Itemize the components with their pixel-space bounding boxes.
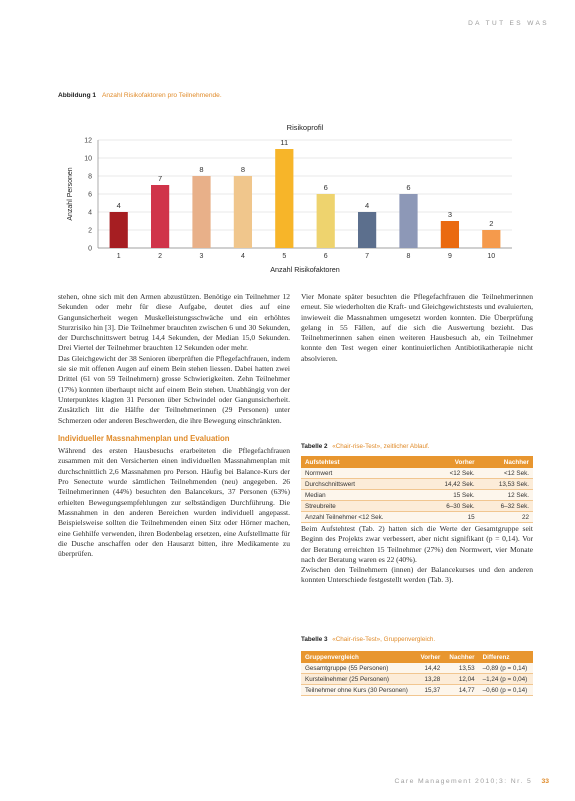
table-cell: Teilnehmer ohne Kurs (30 Personen): [301, 685, 416, 696]
table-header-cell: Vorher: [424, 456, 478, 468]
table2-label: Tabelle 2: [301, 443, 328, 450]
risk-profile-bar-chart: [58, 118, 528, 278]
section-heading: Individueller Massnahmenplan und Evaluation: [58, 433, 230, 443]
table-cell: Durchschnittswert: [301, 479, 424, 490]
right-text-column-top: [301, 292, 533, 364]
table-header-cell: Aufstehtest: [301, 456, 424, 468]
bar-value-label: 8: [240, 165, 245, 174]
x-tick-label: 6: [323, 253, 328, 260]
journal-name: Care Management 2010;3: Nr. 5: [394, 778, 533, 785]
bar: [399, 194, 417, 248]
table-cell: 13,28: [416, 674, 445, 685]
body-paragraph: stehen, ohne sich mit den Armen abzustützen. Benötige ein Teilnehmer 12 Sekunden oder mehr für diese Aufgabe, deutet dies auf eine Gangunsicherheit wegen Muskelleistungsschwäche und ein erhöhtes Sturzrisiko hin [3]. Die Teilnehmer brauchten zwischen 6 und 30 Sekunden, der Durchschnittswert betrug 14,4 Sekunden, der Median 15,0 Sekunden. Drei Viertel der Teilnehmer brauchten 12 Sekunden oder mehr.: [58, 292, 290, 353]
table-cell: –0,60 (p = 0,14): [479, 685, 533, 696]
figure-label: Abbildung 1: [58, 92, 97, 99]
table-header-cell: Nachher: [479, 456, 533, 468]
x-axis-label: Anzahl Risikofaktoren: [270, 265, 340, 274]
table-cell: 12,04: [444, 674, 478, 685]
bar-value-label: 6: [323, 183, 328, 192]
table-cell: 14,42 Sek.: [424, 479, 478, 490]
table-header-row: [301, 456, 533, 468]
bar: [482, 230, 500, 248]
bar-value-label: 4: [116, 201, 121, 210]
table-row: [301, 468, 533, 479]
table-header-cell: Nachher: [444, 651, 478, 663]
table-cell: Kursteilnehmer (25 Personen): [301, 674, 416, 685]
table-cell: –0,89 (p = 0,14): [479, 663, 533, 674]
body-paragraph: Das Gleichgewicht der 38 Senioren überprüften die Pflegefachfrauen, indem sie sie mit offenen Augen auf einem Bein stehen liessen. Dabei hatten zwei Drittel (61 von 59 Teilnehmern) grosse Schwierigkeiten. Zehn Teilnehmer (17%) konnten überhaupt nicht auf einem Bein stehen. Unabhängig von der Unterpunktes klagten 31 Personen über Schwindel oder Gangunsicherheit. Zusätzlich litt die Hälfte der Teilnehmerinnen (29 Personen) unter Schmerzen oder anderen Beschwerden, die ihre Bewegung einschränkten.: [58, 353, 290, 425]
table-cell: Median: [301, 490, 424, 501]
table-cell: 15: [424, 512, 478, 523]
table-cell: 13,53: [444, 663, 478, 674]
table-cell: 12 Sek.: [479, 490, 533, 501]
bar: [441, 221, 459, 248]
y-axis-label: Anzahl Personen: [67, 167, 74, 221]
left-text-column: [58, 292, 290, 559]
bar: [192, 176, 210, 248]
y-tick-label: 0: [88, 245, 92, 253]
body-paragraph: Vier Monate später besuchten die Pflegefachfrauen die Teilnehmerinnen erneut. Sie wiederholten die Kraft- und Gleichgewichtstests und evaluierten, inwieweit die Massnahmen umgesetzt worden konnten. Die Überprüfung gelang in 55 Fällen, auf die sich die Auswertung bezieht. Das Teilnehmerinnen sahen einen weiteren Hausbesuch ab, ein Teilnehmer konnte den Test wegen einer kontinuierlichen Antibiotikatherapie nicht absolvieren.: [301, 292, 533, 363]
body-paragraph: Während des ersten Hausbesuchs erarbeiteten die Pflegefachfrauen zusammen mit den Versicherten einen individuellen Massnahmenplan mit durchschnittlich 2,6 Massnahmen pro Person. Häufig bei Balance-Kurs der Pro Senectute wurde sämtlichen Teilnehmenden (neu) angegeben. 26 Teilnehmerinnen (44%) besuchten den Balancekurs, 37 Personen (63%) erhielten Bewegungsempfehlungen zur selbständigen Durchführung. Die Massnahmen in den anderen Bereichen wurden individuell angepasst. Beispielsweise sollten die Teilnehmenden einen Sitz oder Hörner machen, eine Gehhilfe verwenden, ihren Bodenbelag ersetzen, eine Aufstellmatte für die Dusche anschaffen oder den Hausarzt bitten, ihre Medikamente zu überprüfen.: [58, 446, 290, 559]
y-tick-label: 12: [84, 137, 92, 145]
table3-label: Tabelle 3: [301, 636, 328, 643]
y-tick-label: 4: [88, 209, 92, 217]
x-tick-label: 1: [116, 253, 121, 260]
bar-value-label: 3: [447, 210, 452, 219]
table-row: [301, 501, 533, 512]
page-footer: [394, 778, 549, 785]
bar: [317, 194, 335, 248]
bar-value-label: 8: [199, 165, 204, 174]
table3-caption-text: «Chair-rise-Test», Gruppenvergleich.: [332, 636, 436, 643]
table-cell: 6–32 Sek.: [479, 501, 533, 512]
y-tick-label: 10: [84, 155, 92, 163]
table-cell: <12 Sek.: [479, 468, 533, 479]
bar: [110, 212, 128, 248]
table-row: [301, 512, 533, 523]
table-cell: 13,53 Sek.: [479, 479, 533, 490]
table-row: [301, 663, 533, 674]
bar-value-label: 11: [280, 138, 289, 147]
x-tick-label: 7: [365, 253, 370, 260]
figure-caption-text: Anzahl Risikofaktoren pro Teilnehmende.: [101, 92, 222, 99]
table-cell: <12 Sek.: [424, 468, 478, 479]
table-cell: 15,37: [416, 685, 445, 696]
table-cell: Anzahl Teilnehmer <12 Sek.: [301, 512, 424, 523]
table-cell: –1,24 (p = 0,04): [479, 674, 533, 685]
table-cell: Streubreite: [301, 501, 424, 512]
y-tick-label: 8: [88, 173, 92, 181]
page-number: 33: [541, 778, 549, 785]
running-head: DA TUT ES WAS: [468, 20, 549, 27]
bar: [358, 212, 376, 248]
body-paragraph: Beim Aufstehtest (Tab. 2) hatten sich die Werte der Gesamtgruppe seit Beginn des Projekts zwar verbessert, aber nicht signifikant (p = 0,14). Vor der Beratung erreichten 15 Teilnehmer (27%) den Normwert, vier Monate nach der Beratung waren es 22 (40%).: [301, 524, 533, 564]
table-cell: 14,42: [416, 663, 445, 674]
table-row: [301, 674, 533, 685]
body-paragraph: Zwischen den Teilnehmern (innen) der Balancekurses und den anderen konnten Unterschiede festgestellt werden (Tab. 3).: [301, 565, 533, 585]
table2-caption: [301, 443, 430, 450]
bar-value-label: 2: [489, 219, 494, 228]
x-tick-label: 4: [240, 253, 245, 260]
table-row: [301, 479, 533, 490]
table-cell: Gesamtgruppe (55 Personen): [301, 663, 416, 674]
chart-title: Risikoprofil: [286, 123, 324, 132]
table-cell: 14,77: [444, 685, 478, 696]
chair-rise-timeline-table: [301, 456, 533, 523]
right-text-column-bottom: [301, 524, 533, 586]
table-header-cell: Differenz: [479, 651, 533, 663]
x-tick-label: 8: [406, 253, 411, 260]
x-tick-label: 2: [158, 253, 163, 260]
table-header-cell: Gruppenvergleich: [301, 651, 416, 663]
table-cell: 6–30 Sek.: [424, 501, 478, 512]
table-cell: 22: [479, 512, 533, 523]
x-tick-label: 5: [282, 253, 287, 260]
table3-caption: [301, 636, 435, 643]
bar-value-label: 6: [406, 183, 411, 192]
table-header-cell: Vorher: [416, 651, 445, 663]
chair-rise-group-comparison-table: [301, 651, 533, 696]
x-tick-label: 9: [447, 253, 452, 260]
bar-value-label: 7: [158, 174, 163, 183]
bar: [151, 185, 169, 248]
y-tick-label: 2: [88, 227, 92, 235]
table-cell: Normwert: [301, 468, 424, 479]
bar: [234, 176, 252, 248]
table-cell: 15 Sek.: [424, 490, 478, 501]
table2-caption-text: «Chair-rise-Test», zeitlicher Ablauf.: [332, 443, 430, 450]
figure-caption: [58, 92, 222, 99]
table-header-row: [301, 651, 533, 663]
table-row: [301, 685, 533, 696]
x-tick-label: 3: [199, 253, 204, 260]
table-row: [301, 490, 533, 501]
bar-value-label: 4: [365, 201, 370, 210]
y-tick-label: 6: [88, 191, 92, 199]
x-tick-label: 10: [487, 253, 496, 260]
bar: [275, 149, 293, 248]
